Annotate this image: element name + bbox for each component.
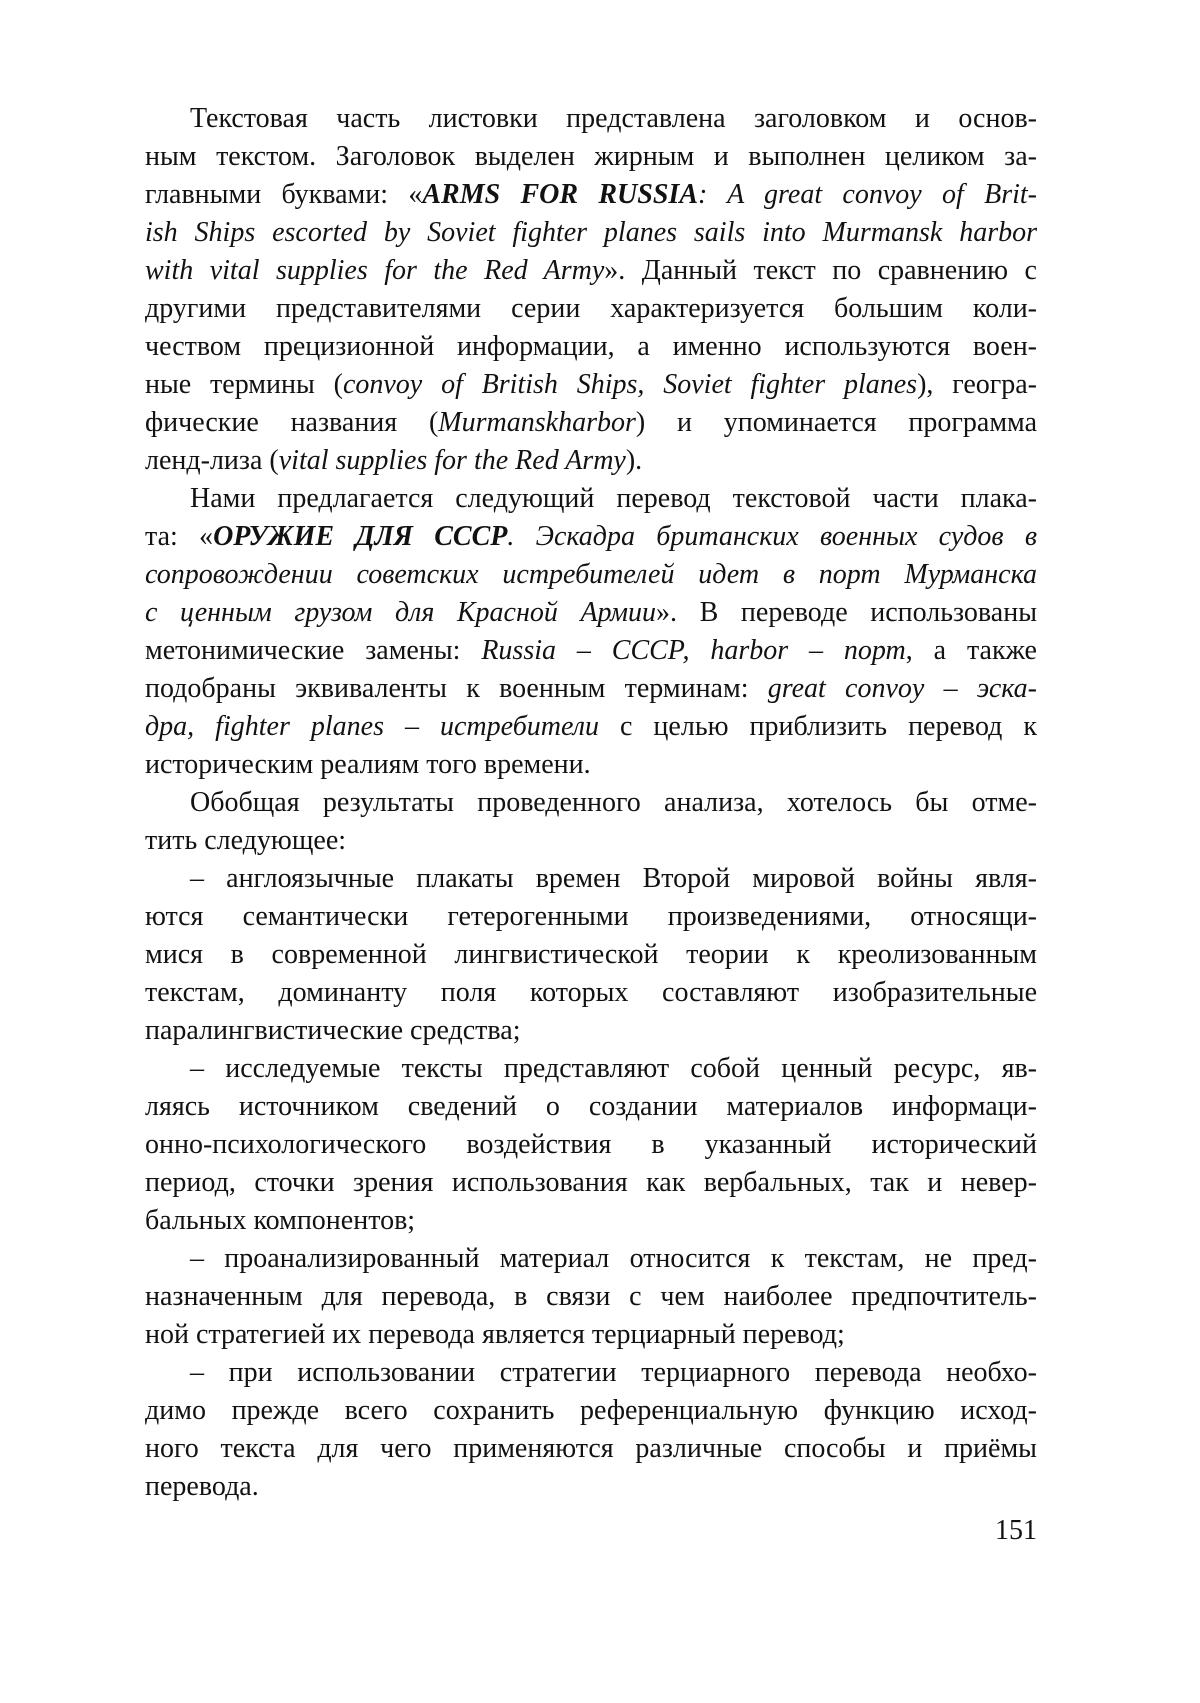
text-line bbox=[145, 1392, 1037, 1430]
text-run: – англоязычные плакаты времен Второй мировой войны явля- bbox=[190, 863, 1037, 894]
text-run: димо прежде всего сохранить референциальную функцию исход- bbox=[145, 1395, 1037, 1426]
text-line bbox=[145, 1240, 1037, 1278]
text-line bbox=[145, 518, 1037, 556]
text-line bbox=[145, 100, 1037, 138]
text-run: convoy of British Ships, Soviet fighter planes bbox=[342, 369, 918, 400]
paragraph bbox=[145, 480, 1037, 784]
text-run: , а также bbox=[905, 635, 1037, 666]
text-line bbox=[145, 1164, 1037, 1202]
text-line bbox=[145, 404, 1037, 442]
text-line bbox=[145, 1430, 1037, 1468]
page-number: 151 bbox=[995, 1515, 1037, 1546]
text-line bbox=[145, 936, 1037, 974]
text-run: great convoy – эска- bbox=[767, 673, 1037, 704]
text-line bbox=[145, 1202, 1037, 1240]
text-line bbox=[145, 366, 1037, 404]
text-run: другими представителями серии характеризуется большим коли- bbox=[145, 293, 1037, 324]
text-line bbox=[145, 1126, 1037, 1164]
text-run: . Эскадра британских военных судов в bbox=[507, 521, 1037, 552]
paragraph bbox=[145, 1050, 1037, 1240]
text-line bbox=[145, 1316, 1037, 1354]
text-line bbox=[145, 860, 1037, 898]
text-run: ish Ships escorted by Soviet fighter planes sails into Murmansk harbor bbox=[145, 217, 1037, 248]
text-run: ным текстом. Заголовок выделен жирным и выполнен целиком за- bbox=[145, 141, 1037, 172]
text-run: с ценным грузом для Красной Армии bbox=[145, 597, 657, 628]
text-run: ленд-лиза ( bbox=[145, 445, 279, 476]
text-run: метонимические замены: bbox=[145, 635, 482, 666]
text-run: чеством прецизионной информации, а именно используются воен- bbox=[145, 331, 1037, 362]
text-line bbox=[145, 746, 1037, 784]
text-run: Обобщая результаты проведенного анализа, хотелось бы отме- bbox=[190, 787, 1037, 818]
text-line bbox=[145, 1012, 1037, 1050]
text-run: текстам, доминанту поля которых составляют изобразительные bbox=[145, 977, 1037, 1008]
paragraph bbox=[145, 784, 1037, 860]
text-run: – при использовании стратегии терциарного перевода необхо- bbox=[190, 1357, 1037, 1388]
text-run: с целью приблизить перевод к bbox=[598, 711, 1038, 742]
text-run: ». Данный текст по сравнению с bbox=[604, 255, 1037, 286]
text-run: ляясь источником сведений о создании материалов информаци- bbox=[145, 1091, 1037, 1122]
paragraph bbox=[145, 1240, 1037, 1354]
text-line bbox=[145, 1088, 1037, 1126]
text-run: перевода. bbox=[145, 1471, 259, 1502]
text-run: ные термины ( bbox=[145, 369, 343, 400]
text-run: паралингвистические средства; bbox=[145, 1015, 521, 1046]
text-run: фические названия ( bbox=[145, 407, 439, 438]
text-run: ). bbox=[625, 445, 643, 476]
text-line bbox=[145, 708, 1037, 746]
text-line bbox=[145, 822, 1037, 860]
paragraph bbox=[145, 100, 1037, 480]
text-line bbox=[145, 176, 1037, 214]
text-line bbox=[145, 632, 1037, 670]
text-run: онно-психологического воздействия в указанный исторический bbox=[145, 1129, 1037, 1160]
text-line bbox=[145, 442, 1037, 480]
text-line bbox=[145, 1050, 1037, 1088]
text-run: та: « bbox=[145, 521, 214, 552]
text-line bbox=[145, 214, 1037, 252]
text-run: Текстовая часть листовки представлена заголовком и основ- bbox=[190, 103, 1037, 134]
text-line bbox=[145, 1468, 1037, 1506]
text-run: подобраны эквиваленты к военным терминам: bbox=[145, 673, 768, 704]
text-run: Murmanskharbor bbox=[438, 407, 636, 438]
text-run: – исследуемые тексты представляют собой ценный ресурс, яв- bbox=[190, 1053, 1037, 1084]
text-run: бальных компонентов; bbox=[145, 1205, 416, 1236]
text-run: ARMS FOR RUSSIA bbox=[422, 179, 698, 210]
text-line bbox=[145, 556, 1037, 594]
text-run: : A great convoy of Brit- bbox=[698, 179, 1037, 210]
text-run: мися в современной лингвистической теории к креолизованным bbox=[145, 939, 1037, 970]
text-line bbox=[145, 1354, 1037, 1392]
text-run: Russia – СССР, harbor – порт bbox=[481, 635, 906, 666]
text-line bbox=[145, 138, 1037, 176]
text-run: ». В переводе использованы bbox=[656, 597, 1038, 628]
text-line bbox=[145, 898, 1037, 936]
text-run: ного текста для чего применяются различные способы и приёмы bbox=[145, 1433, 1037, 1464]
text-block bbox=[145, 100, 1037, 1506]
text-run: сопровождении советских истребителей идет в порт Мурманска bbox=[145, 559, 1037, 590]
text-run: ОРУЖИЕ ДЛЯ СССР bbox=[213, 521, 508, 552]
text-run: vital supplies for the Red Army bbox=[278, 445, 626, 476]
paragraph bbox=[145, 1354, 1037, 1506]
text-run: ной стратегией их перевода является терциарный перевод; bbox=[145, 1319, 845, 1350]
text-run: Нами предлагается следующий перевод текстовой части плака- bbox=[190, 483, 1037, 514]
text-line bbox=[145, 480, 1037, 518]
text-line bbox=[145, 252, 1037, 290]
text-run: период, сточки зрения использования как вербальных, так и невер- bbox=[145, 1167, 1037, 1198]
text-run: ), геогра- bbox=[917, 369, 1038, 400]
text-line bbox=[145, 670, 1037, 708]
text-line bbox=[145, 784, 1037, 822]
text-run: назначенным для перевода, в связи с чем наиболее предпочтитель- bbox=[145, 1281, 1037, 1312]
text-line bbox=[145, 290, 1037, 328]
text-run: дра, fighter planes – истребители bbox=[145, 711, 599, 742]
text-run: ются семантически гетерогенными произведениями, относящи- bbox=[145, 901, 1037, 932]
text-run: ) и упоминается программа bbox=[635, 407, 1037, 438]
text-run: with vital supplies for the Red Army bbox=[145, 255, 605, 286]
text-line bbox=[145, 974, 1037, 1012]
text-line bbox=[145, 594, 1037, 632]
text-run: главными буквами: « bbox=[145, 179, 423, 210]
text-run: – проанализированный материал относится к текстам, не пред- bbox=[190, 1243, 1037, 1274]
text-line bbox=[145, 1278, 1037, 1316]
text-line bbox=[145, 328, 1037, 366]
text-run: тить следующее: bbox=[145, 825, 347, 856]
text-run: историческим реалиям того времени. bbox=[145, 749, 591, 780]
paragraph bbox=[145, 860, 1037, 1050]
